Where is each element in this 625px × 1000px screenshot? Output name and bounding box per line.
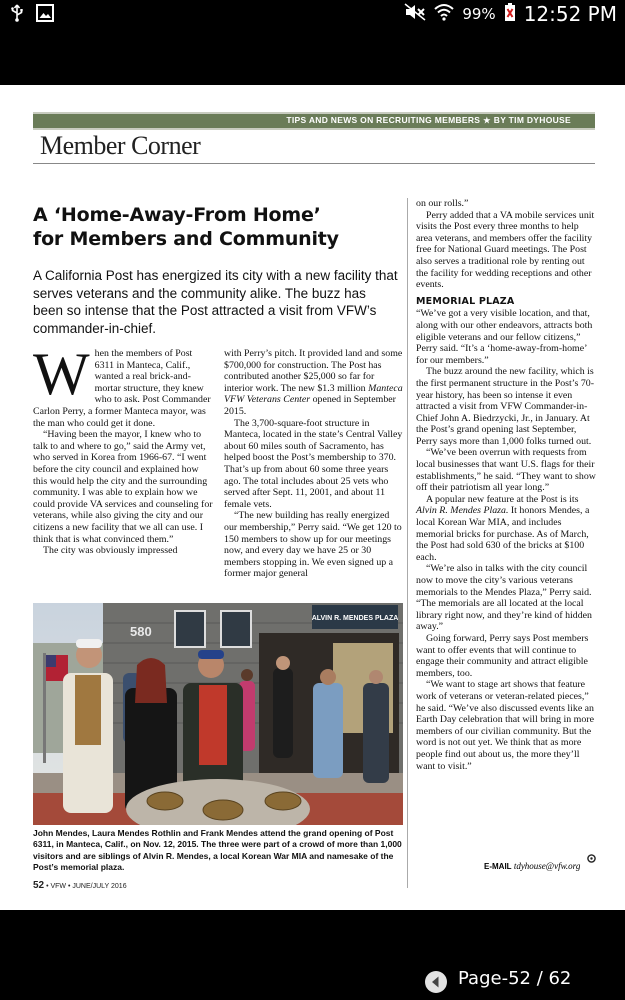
column-divider <box>407 198 408 888</box>
plaza-sign: ALVIN R. MENDES PLAZA <box>311 615 399 622</box>
paragraph-text: with Perry’s pitch. It provided land and some $700,000 for construction. The Post has contributed another $25,000 so far for interior work. The new $1.3 million <box>224 348 403 394</box>
paragraph: on our rolls.” <box>416 198 469 209</box>
paragraph: “We want to stage art shows that feature work of veterans or veteran-related pieces,” he said. “We’ve also discussed events like an Earth Day celebration that will bring in more members of our civilian community. But the word is not out yet. We think that as more people find out about us, the more they’ll want to visit.” <box>416 679 594 772</box>
folio-magazine: VFW <box>50 883 67 890</box>
section-title: Member Corner <box>40 131 201 160</box>
end-mark-icon <box>587 850 596 868</box>
text-column-1 <box>33 341 213 557</box>
paragraph: “Having been the mayor, I knew who to talk to and where to go,” said the Army vet, who served in Korea from 1966-67. “I went before the city council and explained how this would help the city and the surrounding community. I was able to explain how we could provide VA services and counseling for veterans, while also giving the city and our citizens a new facility that we all can use. I think that is what convinced them.” <box>33 429 213 545</box>
paragraph-text: It honors Mendes, a local Korean War MIA, and includes memorial bricks for purchase. As of March, the Post had sold 630 of the bricks at $100 each. <box>416 505 590 563</box>
paragraph-text: opened in September 2015. <box>224 394 396 417</box>
center-name: Manteca VFW Veterans Center <box>224 382 403 406</box>
banner-topic: TIPS AND NEWS ON RECRUITING MEMBERS <box>286 115 481 125</box>
screenshot-icon <box>36 4 54 26</box>
clock: 12:52 PM <box>523 2 617 26</box>
banner-byline: BY TIM DYHOUSE <box>493 115 571 125</box>
paragraph: Going forward, Perry says Post members want to offer events that will continue to engage their community and attract eligible members, too. <box>416 632 589 679</box>
author-email <box>484 861 580 871</box>
page-indicator: Page-52 / 62 <box>458 968 572 989</box>
paragraph-text: A popular new feature at the Post is its <box>426 493 579 505</box>
paragraph: The buzz around the new facility, which is the first permanent structure in the Post’s 70-year history, has been so intense it even attracted a visit from VFW Commander-in-Chief John A. Biedrzycki, Jr., in January. At the Post’s grand opening last September, Perry says more than 1,000 folks turned out. <box>416 366 594 447</box>
headline-line-1: A ‘Home-Away-From Home’ <box>33 204 321 226</box>
email-label: E-MAIL <box>484 862 512 871</box>
photo-caption: John Mendes, Laura Mendes Rothlin and Frank Mendes attend the grand opening of Post 6311, in Manteca, Calif., on Nov. 12, 2015. The three were part of a crowd of more than 1,000 visitors and are siblings of Alvin R. Mendes, a local Korean War MIA and namesake of the Post’s memorial plaza. <box>33 828 402 872</box>
email-address[interactable]: tdyhouse@vfw.org <box>513 861 581 871</box>
paragraph <box>416 494 596 564</box>
paragraph <box>33 341 213 429</box>
battery-icon <box>504 2 516 26</box>
paragraph: Perry added that a VA mobile services unit visits the Post every three months to help area veterans, and members offer the facility free for National Guard meetings. The Post also serves a traditional role by renting out the facility for wedding receptions and other events. <box>416 209 595 291</box>
paragraph: “We’re also in talks with the city council now to move the city’s various veterans memorials to the Mendes Plaza,” Perry said. “The memorials are all located at the local library right now, and they’re kind of hidden away.” <box>416 563 592 633</box>
paragraph <box>224 348 404 418</box>
paragraph: “The new building has really energized our membership,” Perry said. “We get 120 to 150 members to show up for our meetings now, and every day we have 25 or 30 members stopping in. We even signed up a former major general <box>224 510 402 580</box>
text-column-2 <box>224 348 404 580</box>
paragraph: “We’ve got a very visible location, and that, along with our other endeavors, attracts both eligible veterans and our fellow citizens,” Perry said. “It’s a ‘home-away-from-home’ for our members.” <box>416 308 593 366</box>
star-icon: ★ <box>483 116 491 125</box>
headline-line-2: for Members and Community <box>33 228 339 250</box>
text-column-3 <box>416 198 596 772</box>
article-photo <box>33 603 403 825</box>
usb-icon <box>10 4 24 26</box>
folio-page-number: 52 <box>33 880 45 891</box>
folio-issue: JUNE/JULY 2016 <box>72 883 127 890</box>
previous-page-button[interactable] <box>424 970 448 999</box>
subhead: MEMORIAL PLAZA <box>416 295 515 307</box>
magazine-page[interactable] <box>0 85 625 910</box>
building-number: 580 <box>130 624 152 639</box>
paragraph-text: hen the members of Post 6311 in Manteca, Calif., wanted a real brick-and-mortar structure, they knew who to ask. Post Commander Carlon Perry, a former Manteca mayor, was the man who could get it done. <box>33 348 211 429</box>
paragraph: The 3,700-square-foot structure in Manteca, located in the state’s Central Valley about 60 miles south of Sacramento, has helped boost the Post’s membership to 370. That’s up from about 60 some three years ago. The total includes about 25 vets who served after Sept. 11, 2001, and about 11 female vets. <box>224 417 403 510</box>
status-bar <box>0 0 625 28</box>
wifi-icon <box>434 3 454 25</box>
paragraph: The city was obviously impressed <box>43 545 178 557</box>
article-deck: A California Post has energized its city with a new facility that serves veterans and the community alike. The buzz has been so intense that the Post attracted a visit from VFW’s commander-in-chief. <box>33 268 398 336</box>
battery-percent: 99% <box>462 5 496 23</box>
section-banner <box>33 112 595 130</box>
page-folio: 52 • VFW • JUNE/JULY 2016 <box>33 880 127 891</box>
article-headline <box>33 203 353 251</box>
reader-nav-bar <box>0 958 625 1000</box>
drop-cap: W <box>33 341 90 407</box>
paragraph: “We’ve been overrun with requests from local businesses that want U.S. flags for their establishments,” he said. “They want to show off their patriotism all year long.” <box>416 447 596 494</box>
plaza-name: Alvin R. Mendes Plaza. <box>416 505 509 517</box>
divider <box>33 163 595 164</box>
mute-icon <box>404 3 426 25</box>
